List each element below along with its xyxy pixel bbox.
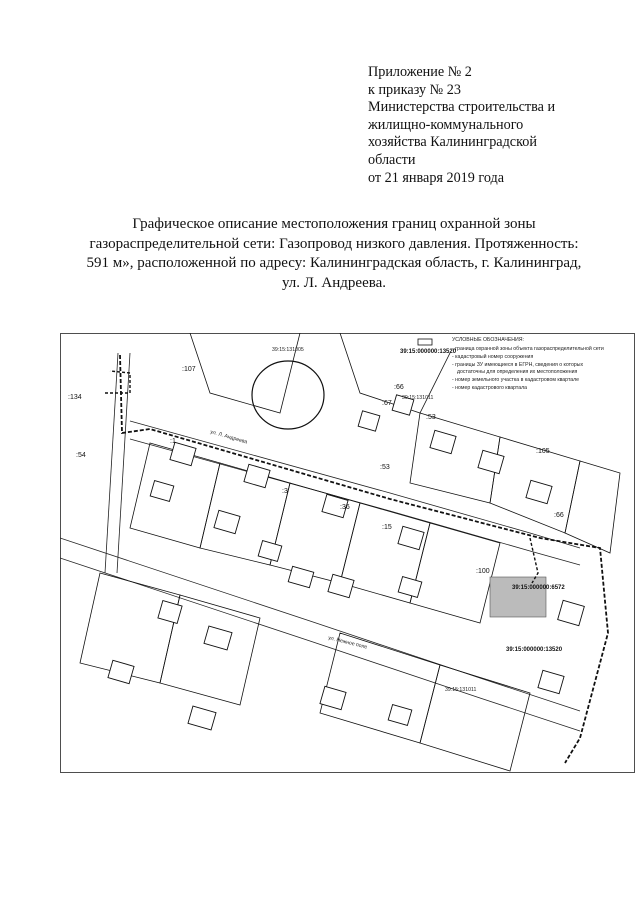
quarter-number: 39:15:131005 xyxy=(272,347,304,353)
parcel-number: :67 xyxy=(382,400,392,407)
title-line: газораспределительной сети: Газопровод низкого давления. Протяженность: xyxy=(89,235,579,252)
title-line: 591 м», расположенной по адресу: Калининградская область, г. Калининград, xyxy=(86,255,582,272)
structure-number: 39:15:000000:13520 xyxy=(506,647,563,653)
parcel-number: :105 xyxy=(536,448,550,455)
appendix-line: Министерства строительства и xyxy=(368,99,556,116)
appendix-line: от 21 января 2019 года xyxy=(368,169,505,186)
parcel-number: :54 xyxy=(76,452,86,459)
parcel-number: :3 xyxy=(282,488,288,495)
structure-number: 39:15:000000:13520 xyxy=(400,349,457,355)
parcel-number: :15 xyxy=(382,524,392,531)
appendix-line: жилищно-коммунального xyxy=(368,116,524,133)
appendix-line: области xyxy=(368,151,416,168)
legend-item: достаточны для определения их местоположения xyxy=(457,369,578,375)
title-line: ул. Л. Андреева. xyxy=(281,274,387,291)
hatched-area xyxy=(490,577,546,617)
legend-item: - номер кадастрового квартала xyxy=(452,385,528,391)
parcel-number: :66 xyxy=(394,384,404,391)
parcel-number: :53 xyxy=(380,464,390,471)
quarter-number: 39:15:131011 xyxy=(445,687,477,693)
parcel-number: :134 xyxy=(68,394,82,401)
title-line: Графическое описание местоположения границ охранной зоны xyxy=(132,216,536,232)
quarter-number: 39:15:131011 xyxy=(402,395,434,401)
cadastral-map xyxy=(60,333,635,773)
parcel-number: :36 xyxy=(340,504,350,511)
appendix-line: к приказу № 23 xyxy=(368,81,461,98)
legend-item: - кадастровый номер сооружения xyxy=(452,354,534,360)
legend-item: - границы ЗУ имеющиеся в ЕГРН, сведения о которых xyxy=(452,362,584,368)
legend-item: - номер земельного участка в кадастровом квартале xyxy=(452,377,580,383)
structure-number: 39:15:000000:6572 xyxy=(512,585,565,591)
legend-heading: УСЛОВНЫЕ ОБОЗНАЧЕНИЯ: xyxy=(452,337,524,343)
appendix-line: хозяйства Калининградской xyxy=(368,134,537,151)
parcel-number: :66 xyxy=(554,512,564,519)
document-title xyxy=(60,215,608,293)
parcel-number: :1 xyxy=(170,438,176,445)
parcel-number: :53 xyxy=(426,414,436,421)
street-name: ул. Нежное поле xyxy=(327,635,368,651)
street-name: ул. Л. Андреева xyxy=(209,429,248,446)
appendix-line: Приложение № 2 xyxy=(368,64,472,80)
legend-item: - граница охранной зоны объекта газораспределительной сети xyxy=(452,346,604,352)
parcel-number: :100 xyxy=(476,568,490,575)
appendix-block xyxy=(368,64,555,187)
parcel-number: :107 xyxy=(182,366,196,373)
